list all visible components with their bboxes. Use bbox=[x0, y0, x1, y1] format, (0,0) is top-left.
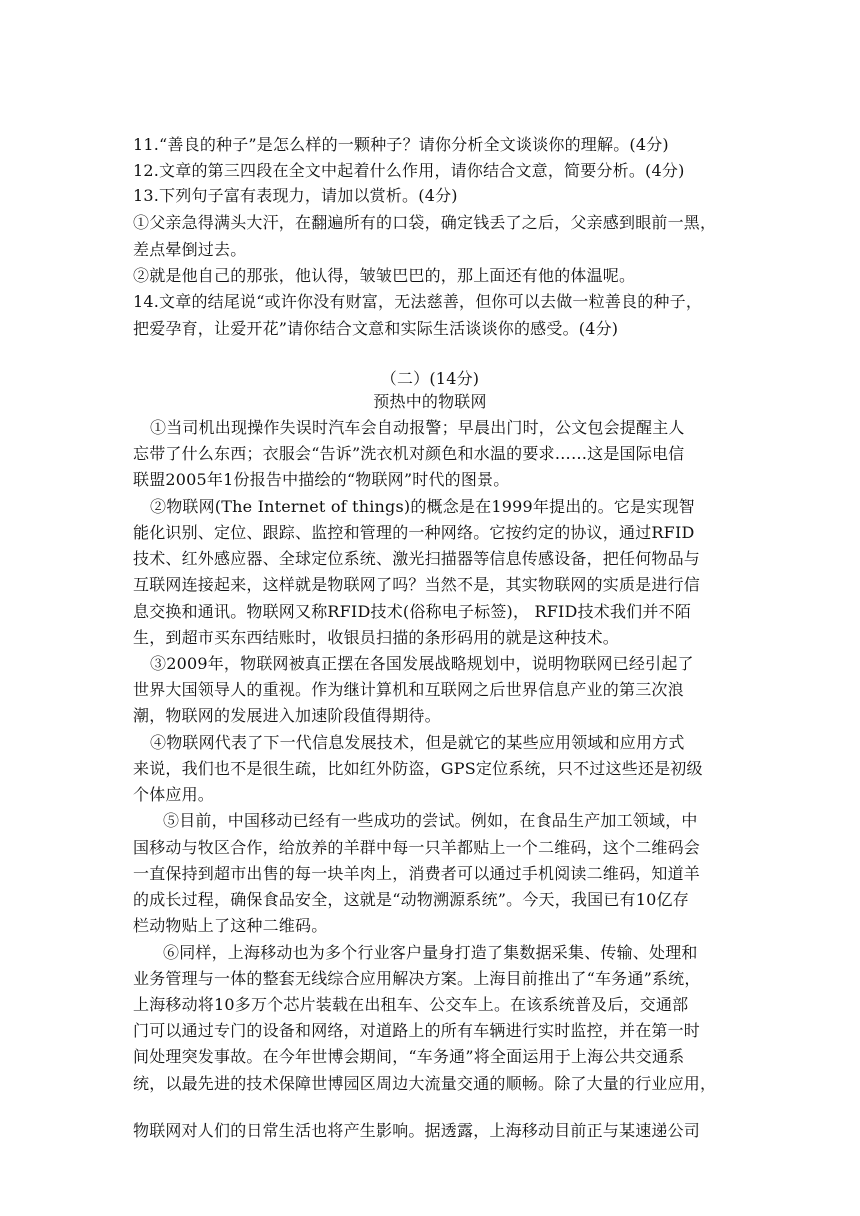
question-14-cont: 把爱孕育，让爱开花”请你结合文意和实际生活谈谈你的感受。(4分) bbox=[133, 319, 619, 338]
paragraph-line: 潮，物联网的发展进入加速阶段值得期待。 bbox=[133, 706, 441, 725]
paragraph-line: 息交换和通讯。物联网又称RFID技术(俗称电子标签)， RFID技术我们并不陌 bbox=[133, 602, 691, 621]
paragraph-line: 技术、红外感应器、全球定位系统、激光扫描器等信息传感设备，把任何物品与 bbox=[133, 549, 701, 568]
paragraph-line: 忘带了什么东西；衣服会“告诉”洗衣机对颜色和水温的要求……这是国际电信 bbox=[133, 444, 685, 463]
paragraph-line: 间处理突发事故。在今年世博会期间，“车务通”将全面运用于上海公共交通系 bbox=[133, 1047, 685, 1066]
paragraph-line: ⑤目前，中国移动已经有一些成功的尝试。例如，在食品生产加工领域，中 bbox=[163, 811, 698, 830]
paragraph-line: 一直保持到超市出售的每一块羊肉上，消费者可以通过手机阅读二维码，知道羊 bbox=[133, 864, 701, 883]
section-heading: （二）(14分) bbox=[380, 369, 480, 388]
paragraph-line: 世界大国领导人的重视。作为继计算机和互联网之后世界信息产业的第三次浪 bbox=[133, 680, 684, 699]
question-11: 11.“善良的种子”是怎么样的一颗种子？请你分析全文谈谈你的理解。(4分) bbox=[133, 135, 669, 154]
paragraph-line: 物联网对人们的日常生活也将产生影响。据透露，上海移动目前正与某速递公司 bbox=[133, 1121, 701, 1140]
paragraph-line: 国移动与牧区合作，给放养的羊群中每一只羊都贴上一个二维码，这个二维码会 bbox=[133, 838, 701, 857]
paragraph-line: 栏动物贴上了这种二维码。 bbox=[133, 916, 328, 935]
question-12: 12.文章的第三四段在全文中起着什么作用，请你结合文意，简要分析。(4分) bbox=[133, 161, 685, 180]
paragraph-line: 生，到超市买东西结账时，收银员扫描的条形码用的就是这种技术。 bbox=[133, 628, 620, 647]
paragraph-line: ③2009年，物联网被真正摆在各国发展战略规划中，说明物联网已经引起了 bbox=[150, 654, 694, 673]
paragraph-line: ①当司机出现操作失误时汽车会自动报警；早晨出门时，公文包会提醒主人 bbox=[150, 418, 685, 437]
paragraph-line: ⑥同样，上海移动也为多个行业客户量身打造了集数据采集、传输、处理和 bbox=[163, 943, 698, 962]
question-13-sentence-2: ②就是他自己的那张，他认得，皱皱巴巴的，那上面还有他的体温呢。 bbox=[133, 266, 636, 285]
question-13-sentence-1: ①父亲急得满头大汗，在翻遍所有的口袋，确定钱丢了之后，父亲感到眼前一黑， bbox=[133, 213, 717, 232]
question-14: 14.文章的结尾说“或许你没有财富，无法慈善，但你可以去做一粒善良的种子， bbox=[133, 292, 703, 311]
paragraph-line: 来说，我们也不是很生疏，比如红外防盗，GPS定位系统，只不过这些还是初级 bbox=[133, 759, 703, 778]
paragraph-line: 的成长过程，确保食品安全，这就是“动物溯源系统”。今天，我国已有10亿存 bbox=[133, 890, 689, 909]
paragraph-line: 上海移动将10多万个芯片装载在出租车、公交车上。在该系统普及后，交通部 bbox=[133, 995, 689, 1014]
question-13-sentence-1-cont: 差点晕倒过去。 bbox=[133, 240, 247, 259]
paragraph-line: 个体应用。 bbox=[133, 785, 215, 804]
paragraph-line: 统，以最先进的技术保障世博园区周边大流量交通的顺畅。除了大量的行业应用， bbox=[133, 1074, 717, 1093]
paragraph-line: ②物联网(The Internet of things)的概念是在1999年提出的。它是实现智 bbox=[150, 497, 695, 516]
paragraph-line: ④物联网代表了下一代信息发展技术，但是就它的某些应用领域和应用方式 bbox=[150, 733, 685, 752]
article-title: 预热中的物联网 bbox=[373, 392, 487, 411]
paragraph-line: 门可以通过专门的设备和网络，对道路上的所有车辆进行实时监控，并在第一时 bbox=[133, 1021, 701, 1040]
question-13: 13.下列句子富有表现力，请加以赏析。(4分) bbox=[133, 186, 458, 205]
paragraph-line: 联盟2005年1份报告中描绘的“物联网”时代的图景。 bbox=[133, 470, 510, 489]
paragraph-line: 业务管理与一体的整套无线综合应用解决方案。上海目前推出了“车务通”系统， bbox=[133, 969, 701, 988]
paragraph-line: 互联网连接起来，这样就是物联网了吗？当然不是，其实物联网的实质是进行信 bbox=[133, 575, 701, 594]
paragraph-line: 能化识别、定位、跟踪、监控和管理的一种网络。它按约定的协议，通过RFID bbox=[133, 523, 695, 542]
